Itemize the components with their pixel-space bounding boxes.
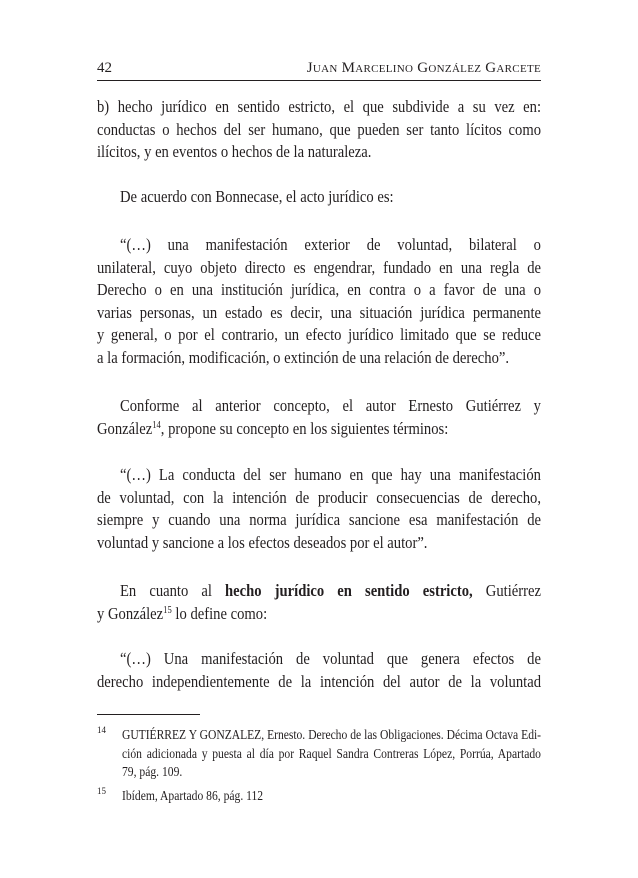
body-line: Derecho o en una institución jurídica, en contra o a favor de una o: [97, 280, 542, 299]
footnote-line: GUTIÉRREZ Y GONZALEZ, Ernesto. Derecho de las Obligaciones. Décima Octava Edi-: [122, 727, 541, 742]
footnote-number: 14: [97, 725, 106, 735]
header-rule: [97, 80, 541, 81]
body-text: , propone su concepto en los siguientes términos:: [160, 418, 449, 438]
body-line: varias personas, un estado es decir, una situación jurídica permanente: [97, 302, 542, 322]
body-line: Conforme al anterior concepto, el autor Ernesto Gutiérrez y: [120, 396, 541, 415]
body-line: ilícitos, y en eventos o hechos de la naturaleza.: [97, 142, 372, 161]
body-line: “(…) La conducta del ser humano en que hay una manifestación: [120, 465, 541, 484]
body-line: conductas o hechos del ser humano, que pueden ser tanto lícitos como: [97, 119, 542, 139]
body-line: unilateral, cuyo objeto directo es engendrar, fundado en una regla de: [97, 257, 542, 277]
body-line: b) hecho jurídico en sentido estricto, el que subdivide a su vez en:: [97, 97, 542, 116]
body-line: [97, 603, 541, 626]
body-line: y general, o por el contrario, un efecto jurídico limitado que se reduce: [97, 325, 542, 344]
body-line: a la formación, modificación, o extinción de una relación de derecho”.: [97, 347, 510, 367]
body-line: De acuerdo con Bonnecase, el acto jurídico es:: [120, 187, 394, 206]
bold-term: hecho jurídico en sentido estricto,: [225, 581, 473, 600]
running-head: Juan Marcelino González Garcete: [306, 60, 541, 76]
body-line: de voluntad, con la intención de producir consecuencias de derecho,: [97, 487, 542, 507]
footnote-line: 79, pág. 109.: [122, 764, 183, 779]
paragraph-6: [97, 580, 541, 625]
footnote-rule: [97, 714, 200, 715]
body-line: “(…) Una manifestación de voluntad que genera efectos de: [120, 649, 541, 668]
footnote-14: [97, 726, 541, 782]
footnote-reference: 14: [152, 419, 161, 431]
body-line: derecho independientemente de la intención del autor de la voluntad: [97, 671, 542, 691]
paragraph-1: [97, 96, 541, 164]
footnote-number: 15: [97, 786, 106, 796]
body-text: Gutiérrez: [472, 581, 541, 600]
body-text: González: [97, 418, 153, 438]
body-line: [97, 418, 541, 441]
footnote-15: [97, 787, 541, 806]
paragraph-3-quote: [97, 234, 541, 369]
paragraph-5-quote: [97, 464, 541, 554]
body-text: lo define como:: [171, 603, 268, 623]
paragraph-4: [97, 395, 541, 440]
body-text: En cuanto al: [120, 581, 226, 600]
body-line: voluntad y sancione a los efectos deseados por el autor”.: [97, 532, 428, 552]
footnote-line: ción adicionada y puesta al día por Raquel Sandra Contreras López, Porrúa, Apartado: [122, 745, 541, 761]
body-line: siempre y cuando una norma jurídica sancione esa manifestación de: [97, 510, 542, 529]
page-number: 42: [97, 60, 112, 76]
paragraph-2: [97, 186, 541, 209]
footnote-reference: 15: [163, 604, 172, 616]
body-text: y González: [97, 603, 164, 623]
paragraph-7-quote: [97, 648, 541, 693]
body-line: [120, 580, 541, 603]
body-line: “(…) una manifestación exterior de voluntad, bilateral o: [120, 235, 541, 254]
footnote-line: Ibídem, Apartado 86, pág. 112: [122, 788, 264, 803]
